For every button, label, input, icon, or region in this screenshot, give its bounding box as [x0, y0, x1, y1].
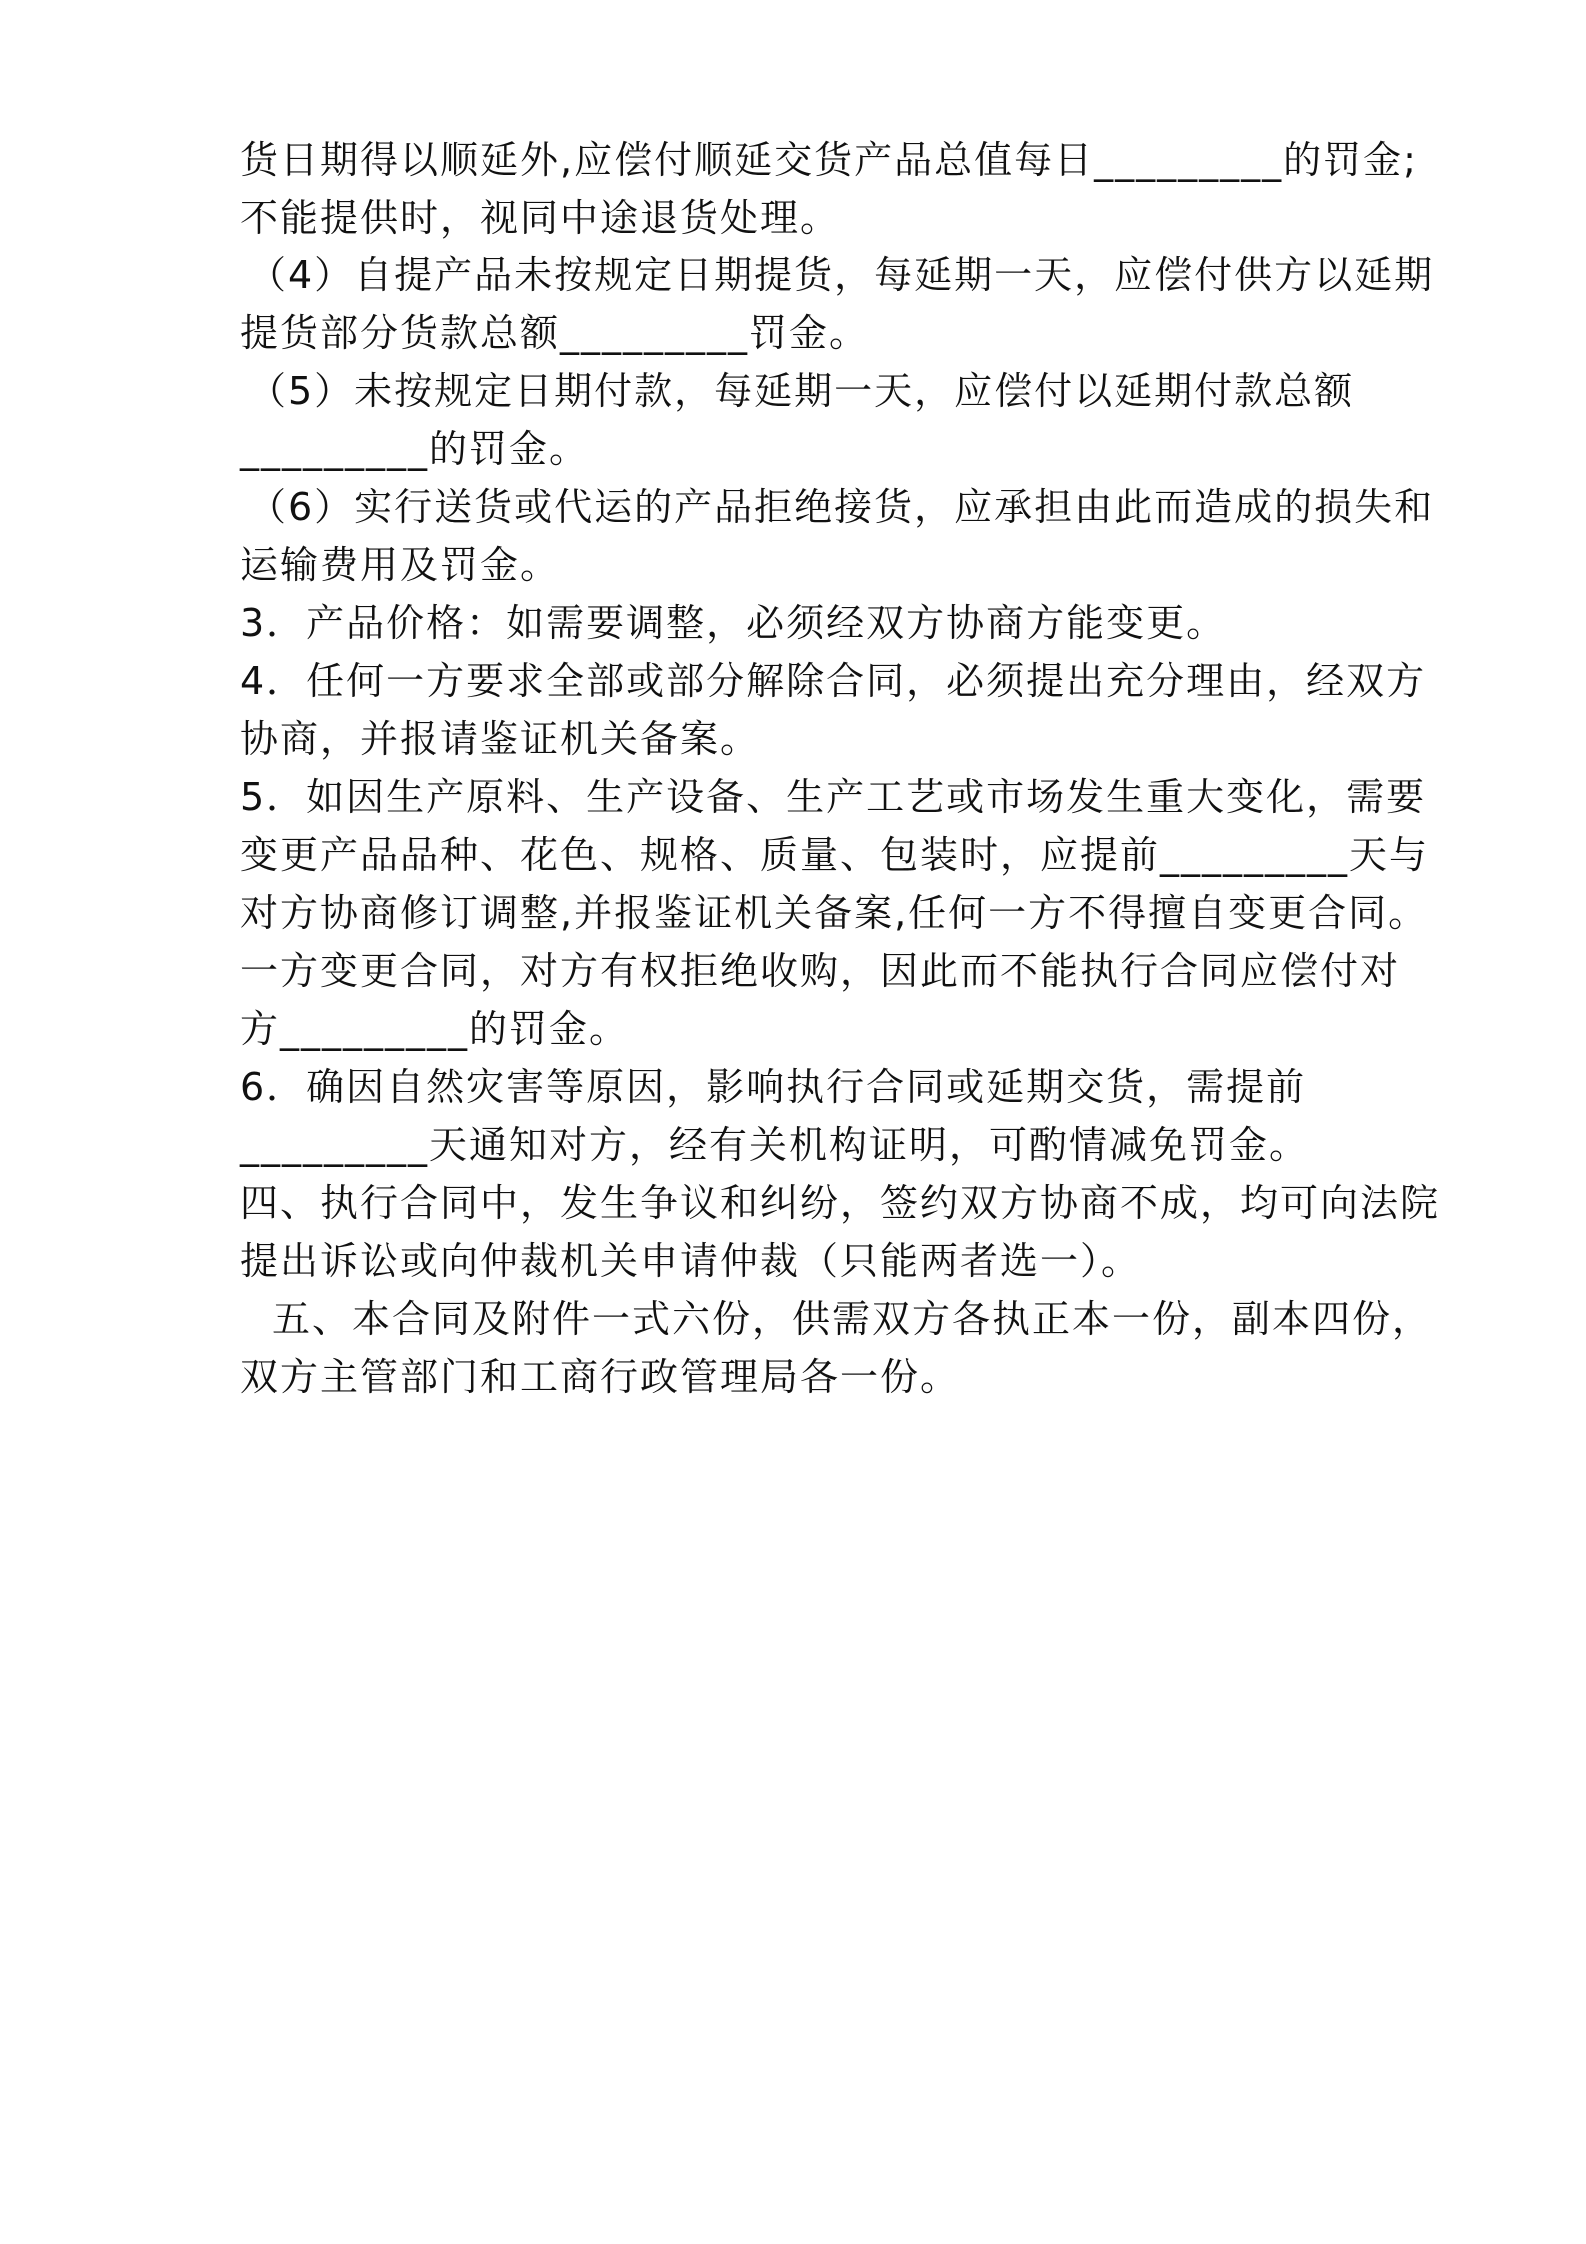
text-line: 一方变更合同，对方有权拒绝收购，因此而不能执行合同应偿付对: [240, 949, 1401, 993]
text-line: 提出诉讼或向仲裁机关申请仲裁（只能两者选一）。: [240, 1239, 1142, 1283]
text-line: 运输费用及罚金。: [240, 543, 561, 587]
text-line: 4．任何一方要求全部或部分解除合同，必须提出充分理由，经双方: [240, 659, 1427, 703]
text-line: 3．产品价格：如需要调整，必须经双方协商方能变更。: [240, 601, 1227, 645]
text-line: 双方主管部门和工商行政管理局各一份。: [240, 1355, 961, 1399]
text-line: 方_________的罚金。: [240, 1007, 630, 1051]
text-line: 货日期得以顺延外,应偿付顺延交货产品总值每日_________的罚金;: [240, 138, 1418, 182]
text-line: 变更产品品种、花色、规格、质量、包装时，应提前_________天与: [240, 833, 1430, 877]
text-line: _________的罚金。: [240, 427, 590, 471]
text-line: 协商，并报请鉴证机关备案。: [240, 717, 761, 761]
text-line: 五、本合同及附件一式六份，供需双方各执正本一份，副本四份，: [272, 1297, 1433, 1341]
text-line: 不能提供时，视同中途退货处理。: [240, 196, 841, 240]
text-line: 四、执行合同中，发生争议和纠纷，签约双方协商不成，均可向法院: [240, 1181, 1441, 1225]
text-line: （6）实行送货或代运的产品拒绝接货，应承担由此而造成的损失和: [248, 485, 1435, 529]
text-line: （4）自提产品未按规定日期提货，每延期一天，应偿付供方以延期: [248, 253, 1435, 297]
text-line: 5．如因生产原料、生产设备、生产工艺或市场发生重大变化，需要: [240, 775, 1427, 819]
text-line: （5）未按规定日期付款，每延期一天，应偿付以延期付款总额: [248, 369, 1355, 413]
text-line: _________天通知对方，经有关机构证明，可酌情减免罚金。: [240, 1123, 1310, 1167]
text-line: 6．确因自然灾害等原因，影响执行合同或延期交货，需提前: [240, 1065, 1307, 1109]
text-line: 提货部分货款总额_________罚金。: [240, 311, 870, 355]
text-line: 对方协商修订调整,并报鉴证机关备案,任何一方不得擅自变更合同。: [240, 891, 1429, 935]
